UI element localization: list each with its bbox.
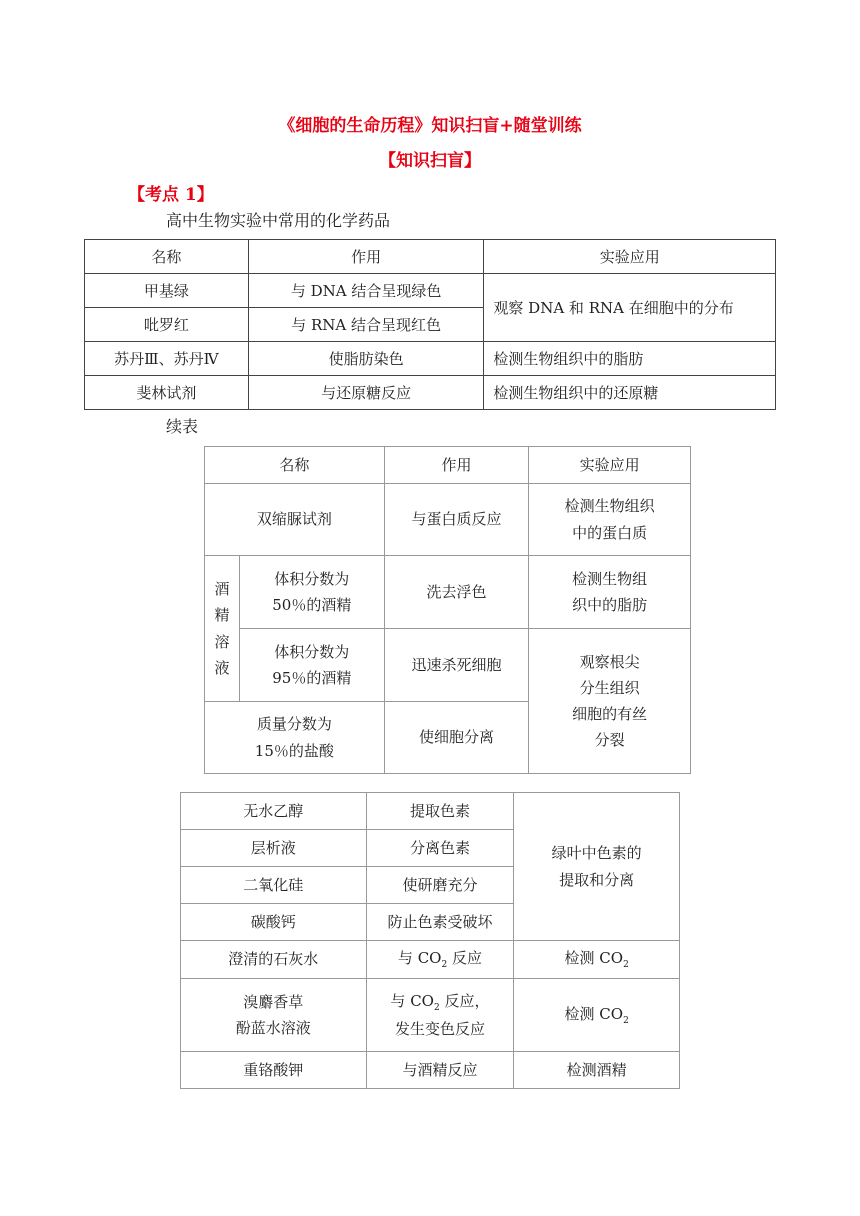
table-cell: 使细胞分离 <box>384 702 529 774</box>
subscript: 2 <box>623 960 629 971</box>
table-row <box>205 484 691 556</box>
table-header-row <box>205 447 691 484</box>
table-cell <box>239 629 384 702</box>
cell-line: 观察根尖 <box>579 652 640 671</box>
cell-line: 50％的酒精 <box>272 596 352 614</box>
table-row <box>85 274 776 308</box>
header-cell: 作用 <box>384 447 529 484</box>
table-cell: 重铬酸钾 <box>181 1052 367 1089</box>
table-row <box>181 1052 680 1089</box>
table-cell: 与 RNA 结合呈现红色 <box>248 308 484 342</box>
alcohol-group-label <box>205 556 240 702</box>
header-cell: 实验应用 <box>529 447 691 484</box>
table-cell: 澄清的石灰水 <box>181 941 367 979</box>
cell-text: 与 CO <box>397 949 442 968</box>
subscript: 2 <box>441 960 448 971</box>
table-header-row <box>85 240 776 274</box>
exam-point-label: 【考点 1】 <box>128 185 214 205</box>
table-cell <box>514 979 680 1052</box>
table-row <box>205 556 691 629</box>
table-cell: 使研磨充分 <box>366 867 514 904</box>
table-row <box>181 979 680 1052</box>
table-cell: 二氧化硅 <box>181 867 367 904</box>
table-row <box>181 941 680 979</box>
table-cell <box>181 979 367 1052</box>
subscript: 2 <box>623 1015 629 1026</box>
section-heading: 【知识扫盲】 <box>379 151 481 171</box>
cell-char: 液 <box>214 658 230 677</box>
table-row <box>85 376 776 410</box>
cell-char: 溶 <box>214 632 230 651</box>
table-cell: 检测生物组织中的还原糖 <box>484 376 776 410</box>
cell-text: 与 CO <box>390 991 434 1010</box>
table-cell <box>529 484 691 556</box>
cell-line: 溴麝香草 <box>243 992 304 1011</box>
continued-label: 续表 <box>166 417 199 436</box>
table-cell: 检测酒精 <box>514 1052 680 1089</box>
table-cell <box>239 556 384 629</box>
table-cell: 使脂肪染色 <box>248 342 484 376</box>
cell-line: 提取和分离 <box>559 870 635 889</box>
table-cell: 与蛋白质反应 <box>384 484 529 556</box>
cell-line: 质量分数为 <box>256 715 332 734</box>
header-cell: 实验应用 <box>484 240 776 274</box>
table-cell: 分离色素 <box>366 830 514 867</box>
cell-text: 反应 <box>447 949 482 968</box>
cell-line: 绿叶中色素的 <box>551 844 642 863</box>
header-cell: 名称 <box>85 240 249 274</box>
table-cell: 迅速杀死细胞 <box>384 629 529 702</box>
table-cell: 碳酸钙 <box>181 904 367 941</box>
table-row <box>181 793 680 830</box>
cell-line: 体积分数为 <box>274 569 350 588</box>
cell-line: 织中的脂肪 <box>572 596 648 614</box>
cell-line: 95％的酒精 <box>272 669 352 687</box>
cell-line: 中的蛋白质 <box>572 523 648 542</box>
table-cell: 与还原糖反应 <box>248 376 484 410</box>
cell-line: 检测生物组 <box>572 569 648 588</box>
table-cell: 甲基绿 <box>85 274 249 308</box>
cell-char: 酒 <box>214 580 230 598</box>
reagent-table-3 <box>180 792 680 1089</box>
table-cell: 与 DNA 结合呈现绿色 <box>248 274 484 308</box>
header-cell: 名称 <box>205 447 385 484</box>
cell-line: 分裂 <box>594 731 625 750</box>
reagent-table-2 <box>204 446 691 774</box>
intro-text: 高中生物实验中常用的化学药品 <box>166 211 391 230</box>
table-cell <box>529 556 691 629</box>
table-cell: 双缩脲试剂 <box>205 484 385 556</box>
table-cell: 无水乙醇 <box>181 793 367 830</box>
cell-text: 检测 CO <box>564 949 624 968</box>
table-cell <box>514 941 680 979</box>
table-cell: 防止色素受破坏 <box>366 904 514 941</box>
header-cell: 作用 <box>248 240 484 274</box>
cell-line: 体积分数为 <box>274 642 350 661</box>
table-cell <box>529 629 691 774</box>
cell-line: 细胞的有丝 <box>572 705 648 723</box>
subscript: 2 <box>433 1002 440 1013</box>
cell-line: 发生变色反应 <box>394 1020 485 1039</box>
table-cell: 吡罗红 <box>85 308 249 342</box>
cell-line: 分生组织 <box>579 678 640 697</box>
cell-text: 反应， <box>439 991 490 1010</box>
cell-line: 15％的盐酸 <box>254 741 334 760</box>
table-cell: 层析液 <box>181 830 367 867</box>
cell-line: 酚蓝水溶液 <box>235 1019 311 1037</box>
reagent-table-1 <box>84 239 776 410</box>
cell-text: 检测 CO <box>564 1004 624 1023</box>
table-cell: 观察 DNA 和 RNA 在细胞中的分布 <box>484 274 776 342</box>
cell-char: 精 <box>214 606 230 625</box>
table-row <box>205 629 691 702</box>
page-title: 《细胞的生命历程》知识扫盲+随堂训练 <box>278 116 582 136</box>
table-cell: 斐林试剂 <box>85 376 249 410</box>
table-cell <box>366 979 514 1052</box>
table-row <box>85 342 776 376</box>
table-cell <box>366 941 514 979</box>
table-cell: 检测生物组织中的脂肪 <box>484 342 776 376</box>
table-cell: 与酒精反应 <box>366 1052 514 1089</box>
table-cell <box>205 702 385 774</box>
table-cell <box>514 793 680 941</box>
table-cell: 苏丹Ⅲ、苏丹Ⅳ <box>85 342 249 376</box>
table-cell: 提取色素 <box>366 793 514 830</box>
cell-line: 检测生物组织 <box>564 497 655 516</box>
table-cell: 洗去浮色 <box>384 556 529 629</box>
